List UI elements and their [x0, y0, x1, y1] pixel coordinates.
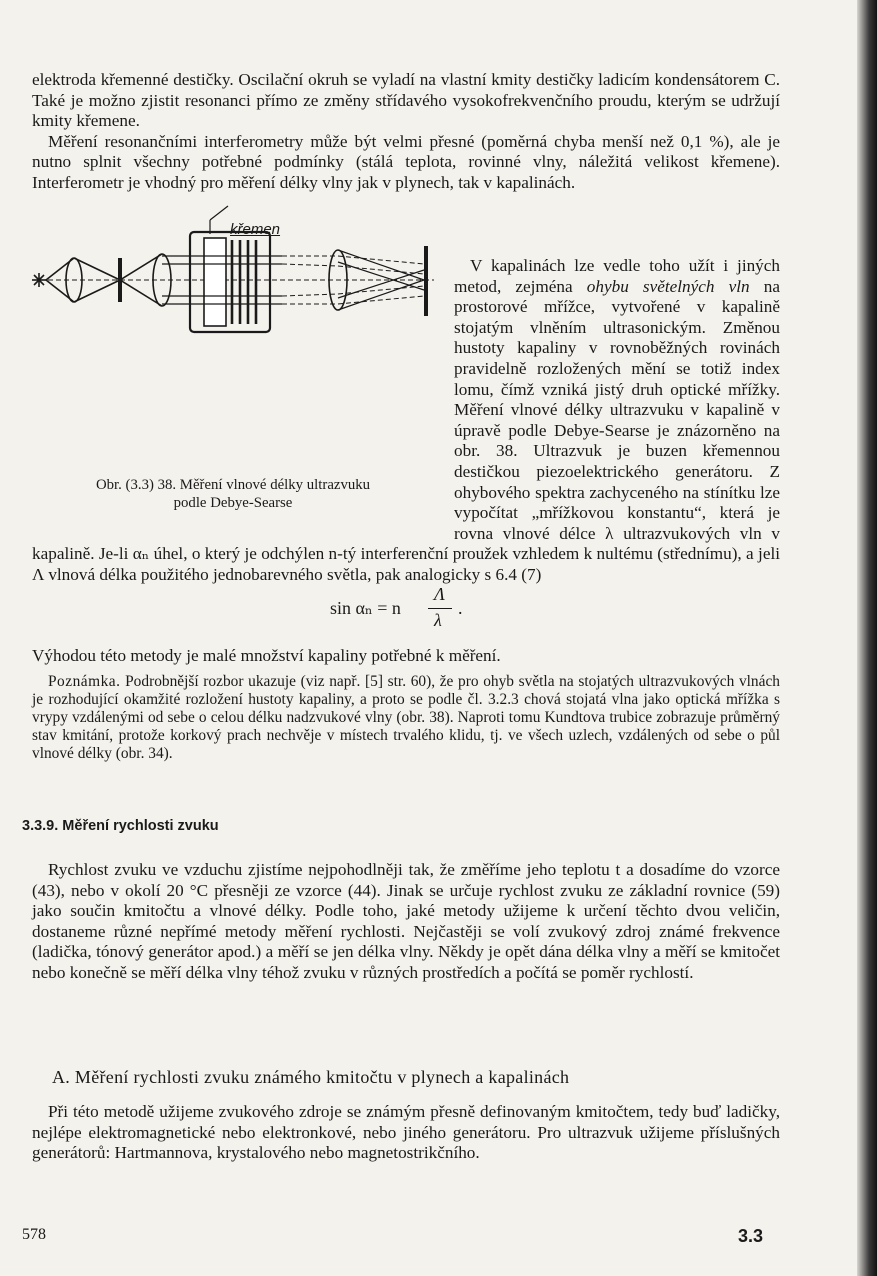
paragraph-2-text: Měření resonančními interferometry může být velmi přesné (poměrná chyba menší než 0,1 %), ale je nutno splnit všechny potřebné podmínky (stálá teplota, rovinné vlny, náležitá velikost křemene). Interferometr je vhodný pro měření délky vlny jak v plynech, tak v kapalinách.	[32, 131, 780, 192]
chapter-number: 3.3	[738, 1226, 764, 1246]
formula-denominator: λ	[434, 610, 442, 630]
section-heading: 3.3.9. Měření rychlosti zvuku	[22, 818, 219, 834]
paragraph-3-part-a: V kapalinách lze vedle toho užít i jiných metod, zejména	[454, 256, 780, 296]
formula-lhs: sin αₙ = n	[330, 598, 401, 618]
standing-wave-layers	[232, 240, 256, 324]
note	[32, 673, 780, 764]
subsection-heading: A. Měření rychlosti zvuku známého kmitočtu v plynech a kapalinách	[52, 1067, 570, 1087]
formula-fraction-bar	[428, 608, 452, 609]
formula-end: .	[458, 598, 463, 618]
paragraph-1: elektroda křemenné destičky. Oscilační okruh se vyladí na vlastní kmity destičky ladicím kondensátorem C. Také je možno zjistit resonanci přímo ze změny střídavého vysokofrekvenčního proudu, kterým se udržují kmity křemene.	[32, 70, 780, 131]
paragraph-2	[32, 132, 780, 194]
note-text: Podrobnější rozbor ukazuje (viz např. [5] str. 60), že pro ohyb světla na stojatých ultrazvukových vlnách je rozhodující okamžité rozložení hustoty kapaliny, a proto se podle čl. 3.2.3 chová stojatá vlna jako optická mřížka s vrypy vzdálenými od sebe o celou délku nadzvukové vlny (obr. 38). Naproti tomu Kundtova trubice zobrazuje průměrný stav kmitání, protože korkový prach nechvěje v místech trvalého klidu, tj. ve všech uzlech, vzdálených od sebe o půl vlnové délky (obr. 34).	[32, 672, 780, 763]
paragraph-4: Výhodou této metody je malé množství kapaliny potřebné k měření.	[32, 646, 501, 665]
quartz-crystal	[204, 238, 226, 326]
figure-38	[32, 194, 434, 524]
main-text-bottom	[32, 1102, 780, 1164]
paragraph-3-emphasis: ohybu světelných vln	[586, 276, 750, 296]
page-binding-shadow	[857, 0, 877, 1276]
formula-sin-alpha	[330, 584, 530, 630]
main-text-top	[32, 70, 780, 194]
figure-caption-line-1: Obr. (3.3) 38. Měření vlnové délky ultrazvuku	[95, 477, 371, 493]
paragraph-5: Rychlost zvuku ve vzduchu zjistíme nejpohodlněji tak, že změříme jeho teplotu t a dosadíme do vzorce (43), nebo v okolí 20 °C přesněji ze vzorce (44). Jinak se určuje rychlost zvuku ze základní rovnice (59) jako součin kmitočtu a vlnové délky. Podle toho, jaké metody užijeme k určení těchto dvou veličin, dostaneme různé nepřímé metody měření rychlosti. Nejčastěji se volí zvukový zdroj známé frekvence (ladička, tónový generátor apod.) a měří se jen délka vlny. Někdy je opět dána délka vlny a měří se kmitočet nebo konečně se měří délka vlny téhož zvuku v různých prostředích a počítá se poměr rychlostí.	[32, 860, 780, 982]
main-text-middle	[32, 646, 780, 764]
paragraph-3-part-b: na prostorové mřížce, vytvořené v kapalině stojatým vlněním ultrasonickým. Změnou hustoty kapaliny v rovnoběžných rovinách pravidelně rozložených mění se totiž index lomu, čímž vzniká jistý druh optické mřížky. Měření vlnové délky ultrazvuku v kapalině v úpravě podle Debye-Searse je znázorněno na obr. 38. Ultrazvuk je buzen křemennou destičkou piezoelektrického generátoru. Z ohybového spektra zachyceného na stínítku lze vypočítat „mřížkovou konstantu“, která je rovna vlnové délce λ ultrazvukových vln v kapalině. Je-li αₙ úhel, o který je odchýlen n-tý interferenční proužek vzhledem k nultému (střednímu), a jeli Λ vlnová délka použitého jednobarevného světla, pak analogicky s 6.4 (7)	[32, 276, 780, 584]
figure-caption-line-2: podle Debye-Searse	[173, 495, 293, 511]
page-number: 578	[22, 1226, 46, 1243]
formula-numerator: Λ	[434, 584, 445, 604]
figure-caption	[32, 476, 434, 512]
main-text-section	[32, 860, 780, 984]
figure-and-text-block	[32, 194, 780, 586]
note-label: Poznámka.	[48, 672, 121, 690]
paragraph-6: Při této metodě užijeme zvukového zdroje se známým přesně definovaným kmitočtem, tedy buď ladičky, nejlépe elektromagnetické nebo elektronkové, nebo jiného generátoru. Pro ultrazvuk užijeme příslušných generátorů: Hartmannova, krystalového nebo magnetostrikčního.	[32, 1102, 780, 1163]
cuvette	[190, 232, 270, 332]
figure-label-quartz: křemen	[230, 221, 281, 238]
